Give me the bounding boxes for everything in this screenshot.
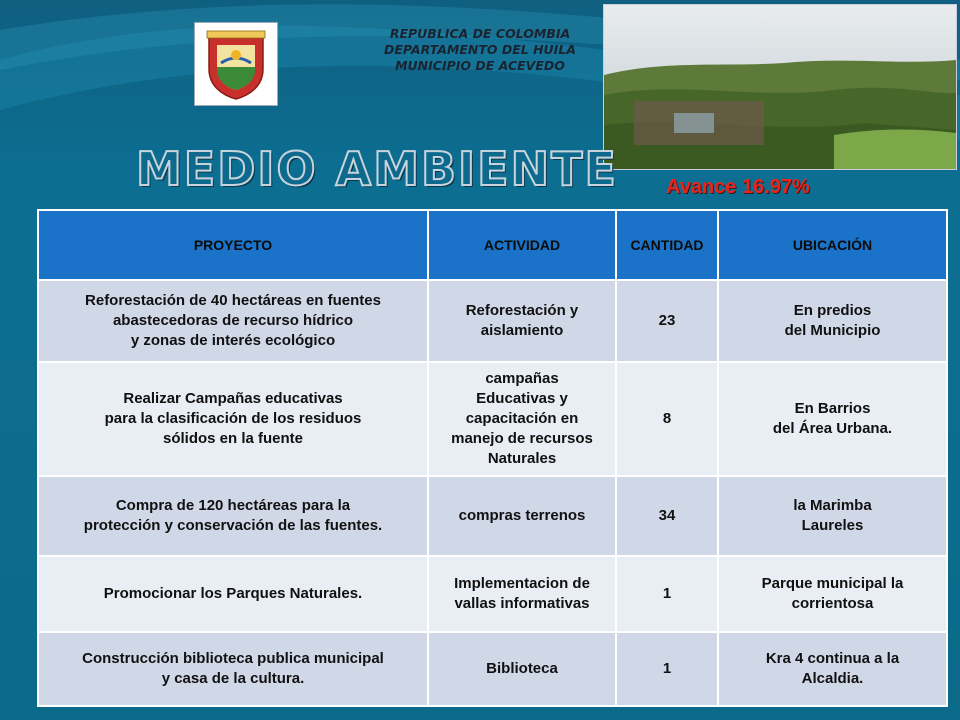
cell-cantidad: 1 bbox=[616, 632, 718, 706]
cell-ubicacion: En predios del Municipio bbox=[718, 280, 947, 362]
column-header-actividad: ACTIVIDAD bbox=[428, 210, 616, 280]
table-row bbox=[38, 280, 947, 362]
header-line-3: MUNICIPIO DE ACEVEDO bbox=[395, 58, 565, 73]
header-line-2: DEPARTAMENTO DEL HUILA bbox=[384, 42, 576, 57]
municipal-shield-logo bbox=[194, 22, 278, 106]
cell-cantidad: 23 bbox=[616, 280, 718, 362]
column-header-proyecto: PROYECTO bbox=[38, 210, 428, 280]
landscape-photo bbox=[603, 4, 957, 170]
cell-proyecto: Reforestación de 40 hectáreas en fuentes abastecedoras de recurso hídrico y zonas de interés ecológico bbox=[38, 280, 428, 362]
cell-proyecto: Compra de 120 hectáreas para la protección y conservación de las fuentes. bbox=[38, 476, 428, 556]
table-row bbox=[38, 556, 947, 632]
cell-cantidad: 1 bbox=[616, 556, 718, 632]
table-row bbox=[38, 362, 947, 476]
table-row bbox=[38, 476, 947, 556]
cell-actividad: Reforestación y aislamiento bbox=[428, 280, 616, 362]
cell-actividad: Biblioteca bbox=[428, 632, 616, 706]
cell-actividad: campañas Educativas y capacitación en manejo de recursos Naturales bbox=[428, 362, 616, 476]
cell-cantidad: 34 bbox=[616, 476, 718, 556]
cell-actividad: compras terrenos bbox=[428, 476, 616, 556]
column-header-cantidad: CANTIDAD bbox=[616, 210, 718, 280]
column-header-ubicacion: UBICACIÓN bbox=[718, 210, 947, 280]
cell-proyecto: Realizar Campañas educativas para la clasificación de los residuos sólidos en la fuente bbox=[38, 362, 428, 476]
cell-ubicacion: Parque municipal la corrientosa bbox=[718, 556, 947, 632]
cell-cantidad: 8 bbox=[616, 362, 718, 476]
cell-proyecto: Construcción biblioteca publica municipal y casa de la cultura. bbox=[38, 632, 428, 706]
table-header-row bbox=[38, 210, 947, 280]
cell-ubicacion: la Marimba Laureles bbox=[718, 476, 947, 556]
header-line-1: REPUBLICA DE COLOMBIA bbox=[389, 26, 571, 41]
projects-table bbox=[37, 209, 948, 707]
progress-label: Avance 16.97% bbox=[666, 176, 810, 198]
cell-proyecto: Promocionar los Parques Naturales. bbox=[38, 556, 428, 632]
page-title: MEDIO AMBIENTE bbox=[136, 142, 618, 196]
table-row bbox=[38, 632, 947, 706]
cell-actividad: Implementacion de vallas informativas bbox=[428, 556, 616, 632]
institution-header bbox=[370, 26, 590, 74]
cell-ubicacion: Kra 4 continua a la Alcaldia. bbox=[718, 632, 947, 706]
cell-ubicacion: En Barrios del Área Urbana. bbox=[718, 362, 947, 476]
